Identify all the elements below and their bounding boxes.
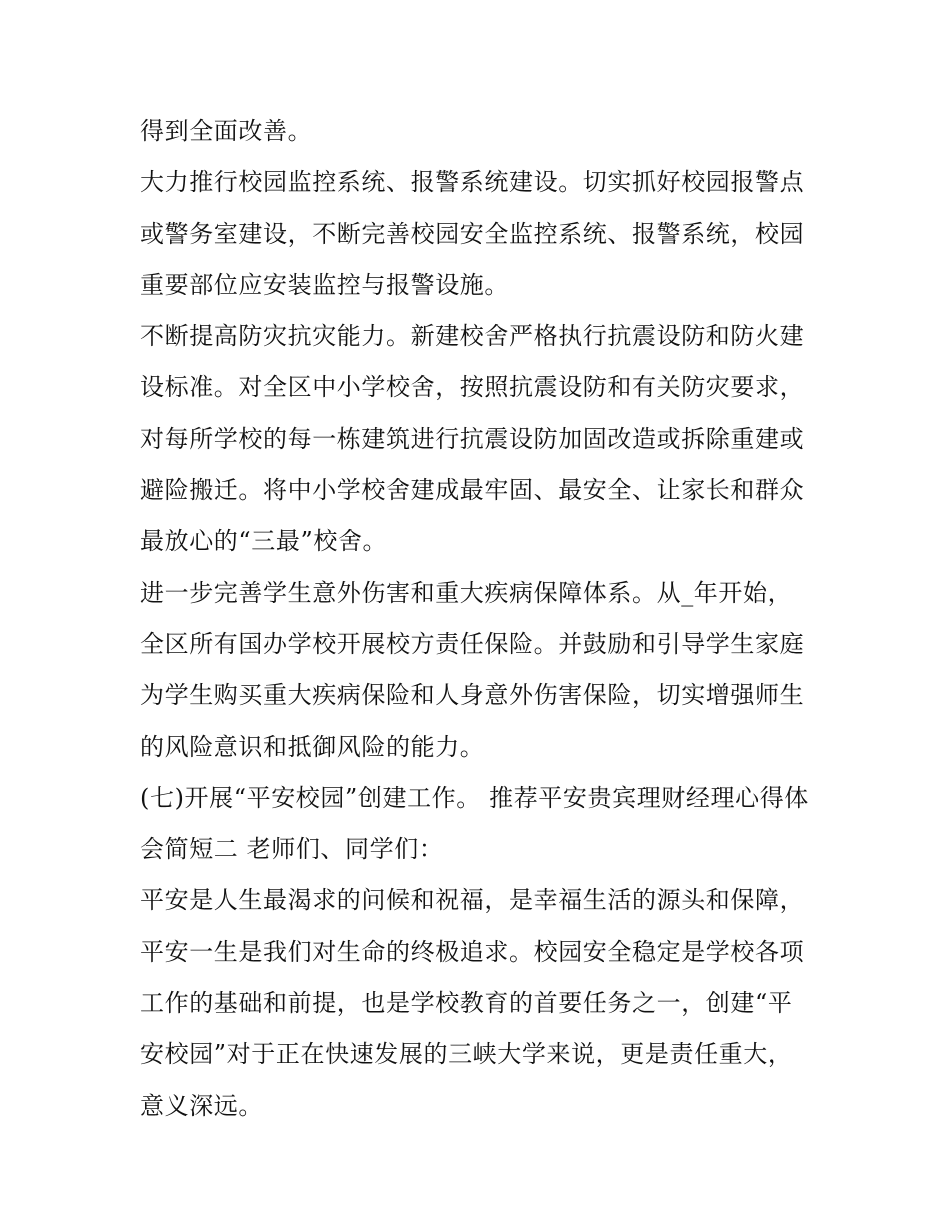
text-line: 平安一生是我们对生命的终极追求。校园安全稳定是学校各项 [140, 937, 805, 966]
text-line: 工作的基础和前提，也是学校教育的首要任务之一，创建“平 [140, 989, 793, 1018]
text-line: 会简短二 老师们、同学们： [140, 835, 444, 864]
text-line: 或警务室建设，不断完善校园安全监控系统、报警系统，校园 [140, 219, 805, 248]
text-line: 进一步完善学生意外伤害和重大疾病保障体系。从_年开始， [140, 578, 793, 607]
text-line: 最放心的“三最”校舍。 [140, 527, 388, 556]
text-line: 对每所学校的每一栋建筑进行抗震设防加固改造或拆除重建或 [140, 424, 805, 453]
document-body [140, 106, 820, 1132]
text-line: 安校园”对于正在快速发展的三峡大学来说，更是责任重大， [140, 1040, 793, 1069]
text-line: 的风险意识和抵御风险的能力。 [140, 732, 485, 761]
text-line: 设标准。对全区中小学校舍，按照抗震设防和有关防灾要求， [140, 373, 805, 402]
text-line: 大力推行校园监控系统、报警系统建设。切实抓好校园报警点 [140, 168, 805, 197]
text-line: (七)开展“平安校园”创建工作。 推荐平安贵宾理财经理心得体 [140, 783, 809, 812]
text-line: 重要部位应安装监控与报警设施。 [140, 270, 509, 299]
text-line: 不断提高防灾抗灾能力。新建校舍严格执行抗震设防和防火建 [140, 322, 805, 351]
text-line: 避险搬迁。将中小学校舍建成最牢固、最安全、让家长和群众 [140, 476, 805, 505]
text-line: 全区所有国办学校开展校方责任保险。并鼓励和引导学生家庭 [140, 629, 805, 658]
text-line: 为学生购买重大疾病保险和人身意外伤害保险，切实增强师生 [140, 681, 805, 710]
text-line: 得到全面改善。 [140, 117, 313, 145]
text-line: 意义深远。 [140, 1091, 263, 1120]
text-line: 平安是人生最渴求的问候和祝福，是幸福生活的源头和保障， [140, 886, 805, 915]
